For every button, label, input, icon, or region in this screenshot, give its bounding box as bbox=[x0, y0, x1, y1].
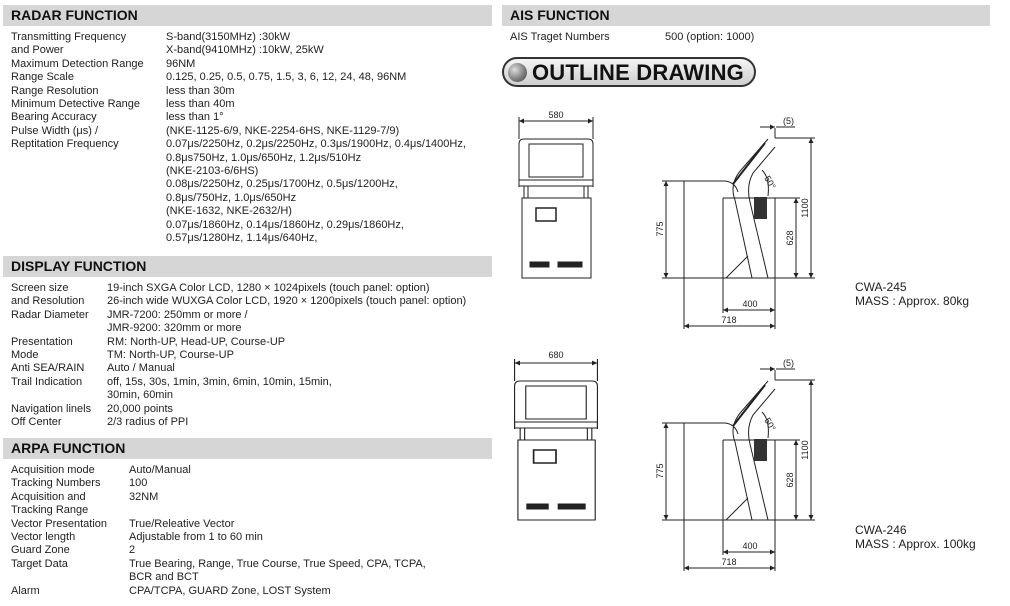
dim-total-depth: 718 bbox=[721, 315, 737, 325]
spec-label: Vector length bbox=[11, 531, 76, 544]
spec-label: Acquisition mode bbox=[11, 464, 95, 476]
spec-label: Range Resolution bbox=[11, 84, 99, 97]
spec-value: JMR-9200: 320mm or more bbox=[107, 322, 242, 335]
spec-value: 20,000 points bbox=[107, 402, 174, 415]
spec-value: 0.08μs/2250Hz, 0.25μs/1700Hz, 0.5μs/1200Hz, bbox=[166, 178, 398, 191]
model-name: CWA-246 bbox=[855, 523, 907, 537]
dim-total-height: 1100 bbox=[800, 198, 810, 218]
spec-value: 0.125, 0.25, 0.5, 0.75, 1.5, 3, 6, 12, 24, 48, 96NM bbox=[166, 71, 407, 84]
spec-value: Auto / Manual bbox=[107, 362, 175, 375]
spec-label: Alarm bbox=[11, 584, 40, 597]
dim-offset: (5) bbox=[783, 116, 794, 126]
dim-rear-depth: 400 bbox=[742, 541, 758, 551]
spec-label: and Power bbox=[11, 44, 64, 57]
dim-total-depth: 718 bbox=[721, 557, 737, 567]
spec-value: (NKE-1125-6/9, NKE-2254-6HS, NKE-1129-7/9) bbox=[166, 124, 400, 137]
dim-total-height: 1100 bbox=[800, 440, 810, 460]
dim-rear-depth: 400 bbox=[742, 299, 758, 309]
spec-label: Tracking Numbers bbox=[11, 477, 101, 490]
dim-rear-height: 628 bbox=[785, 230, 795, 246]
spec-value: Auto/Manual bbox=[129, 464, 191, 476]
spec-label: Minimum Detective Range bbox=[11, 98, 140, 111]
spec-value: 100 bbox=[129, 477, 148, 490]
spec-label: Trail Indication bbox=[11, 375, 83, 388]
spec-value: RM: North-UP, Head-UP, Course-UP bbox=[107, 335, 286, 348]
spec-value: less than 30m bbox=[166, 84, 235, 97]
dim-counter-height: 775 bbox=[655, 463, 665, 479]
spec-label: AIS Traget Numbers bbox=[510, 31, 610, 43]
spec-label: Presentation bbox=[11, 335, 73, 348]
spec-value: 2 bbox=[129, 544, 136, 557]
model-info-cwa-246 bbox=[855, 524, 976, 551]
spec-label: Mode bbox=[11, 349, 39, 362]
side-view bbox=[662, 369, 815, 571]
spec-label: Reptitation Frequency bbox=[11, 138, 119, 151]
drawing-cwa-245 bbox=[519, 110, 815, 329]
dim-width: 680 bbox=[548, 350, 564, 360]
spec-label: Navigation linels bbox=[11, 402, 92, 415]
spec-value: 2/3 radius of PPI bbox=[107, 416, 189, 429]
spec-label: Pulse Width (μs) / bbox=[11, 124, 99, 137]
arpa-function-header: ARPA FUNCTION bbox=[3, 438, 492, 459]
dim-width: 580 bbox=[548, 110, 564, 120]
spec-value: 0.8μs/750Hz, 1.0μs/650Hz bbox=[166, 191, 297, 204]
outline-drawing-title: OUTLINE DRAWING bbox=[532, 60, 744, 85]
dim-rear-height: 628 bbox=[785, 472, 795, 488]
ais-function-header: AIS FUNCTION bbox=[502, 5, 990, 26]
spec-value: 32NM bbox=[129, 490, 159, 503]
spec-label: Bearing Accuracy bbox=[11, 111, 97, 124]
spec-value: CPA/TCPA, GUARD Zone, LOST System bbox=[129, 584, 331, 597]
spec-value: less than 40m bbox=[166, 98, 235, 111]
spec-label: Range Scale bbox=[11, 71, 74, 84]
spec-value: less than 1° bbox=[166, 111, 224, 124]
front-view bbox=[519, 117, 593, 278]
spec-label: Anti SEA/RAIN bbox=[11, 362, 85, 375]
spec-value: True Bearing, Range, True Course, True Speed, CPA, TCPA, bbox=[129, 557, 426, 570]
dim-angle: 50° bbox=[762, 174, 778, 191]
spec-label: and Resolution bbox=[11, 295, 85, 308]
spec-value: (NKE-2103-6/6HS) bbox=[166, 165, 259, 178]
drawing-cwa-246 bbox=[515, 350, 815, 571]
model-info-cwa-245 bbox=[855, 281, 969, 308]
spec-label: Acquisition and bbox=[11, 490, 86, 503]
spec-label: Screen size bbox=[11, 282, 69, 294]
spec-value: 0.07μs/1860Hz, 0.14μs/1860Hz, 0.29μs/1860Hz, bbox=[166, 218, 404, 231]
spec-value: (NKE-1632, NKE-2632/H) bbox=[166, 205, 292, 218]
spec-value: Adjustable from 1 to 60 min bbox=[129, 531, 263, 544]
spec-value: 0.57μs/1280Hz, 1.14μs/640Hz, bbox=[166, 232, 318, 245]
spec-value: X-band(9410MHz) :10kW, 25kW bbox=[166, 44, 324, 57]
spec-value: 19-inch SXGA Color LCD, 1280 × 1024pixels (touch panel: option) bbox=[107, 282, 430, 294]
spec-label: Maximum Detection Range bbox=[11, 57, 144, 70]
spec-value: S-band(3150MHz) :30kW bbox=[166, 31, 291, 43]
side-view bbox=[662, 127, 815, 329]
spec-label: Radar Diameter bbox=[11, 308, 89, 321]
spec-value: JMR-7200: 250mm or more / bbox=[107, 308, 248, 321]
spec-label: Tracking Range bbox=[11, 504, 89, 517]
spec-value: 0.8μs750Hz, 1.0μs/650Hz, 1.2μs/510Hz bbox=[166, 151, 362, 164]
model-mass: MASS : Approx. 100kg bbox=[855, 536, 976, 551]
spec-label: Transmitting Frequency bbox=[11, 31, 127, 43]
spec-value: 0.07μs/2250Hz, 0.2μs/2250Hz, 0.3μs/1900Hz, 0.4μs/1400Hz, bbox=[166, 138, 466, 151]
spec-value: True/Releative Vector bbox=[129, 517, 235, 530]
dim-counter-height: 775 bbox=[655, 221, 665, 237]
spec-label: Vector Presentation bbox=[11, 517, 108, 530]
spec-value: BCR and BCT bbox=[129, 571, 199, 584]
spec-value: off, 15s, 30s, 1min, 3min, 6min, 10min, 15min, bbox=[107, 375, 332, 388]
front-view bbox=[515, 359, 598, 520]
spec-value: TM: North-UP, Course-UP bbox=[107, 349, 234, 362]
spec-value: 500 (option: 1000) bbox=[665, 31, 755, 43]
spec-value: 26-inch wide WUXGA Color LCD, 1920 × 1200pixels (touch panel: option) bbox=[107, 295, 467, 308]
spec-label: Guard Zone bbox=[11, 544, 70, 557]
model-name: CWA-245 bbox=[855, 280, 907, 294]
dim-offset: (5) bbox=[783, 358, 794, 368]
model-mass: MASS : Approx. 80kg bbox=[855, 293, 970, 308]
dim-angle: 50° bbox=[762, 416, 778, 433]
spec-value: 30min, 60min bbox=[107, 389, 174, 402]
display-function-header: DISPLAY FUNCTION bbox=[3, 256, 492, 277]
spec-label: Off Center bbox=[11, 416, 62, 429]
radar-function-header: RADAR FUNCTION bbox=[3, 5, 492, 26]
spec-value: 96NM bbox=[166, 57, 196, 70]
spec-label: Target Data bbox=[11, 557, 68, 570]
